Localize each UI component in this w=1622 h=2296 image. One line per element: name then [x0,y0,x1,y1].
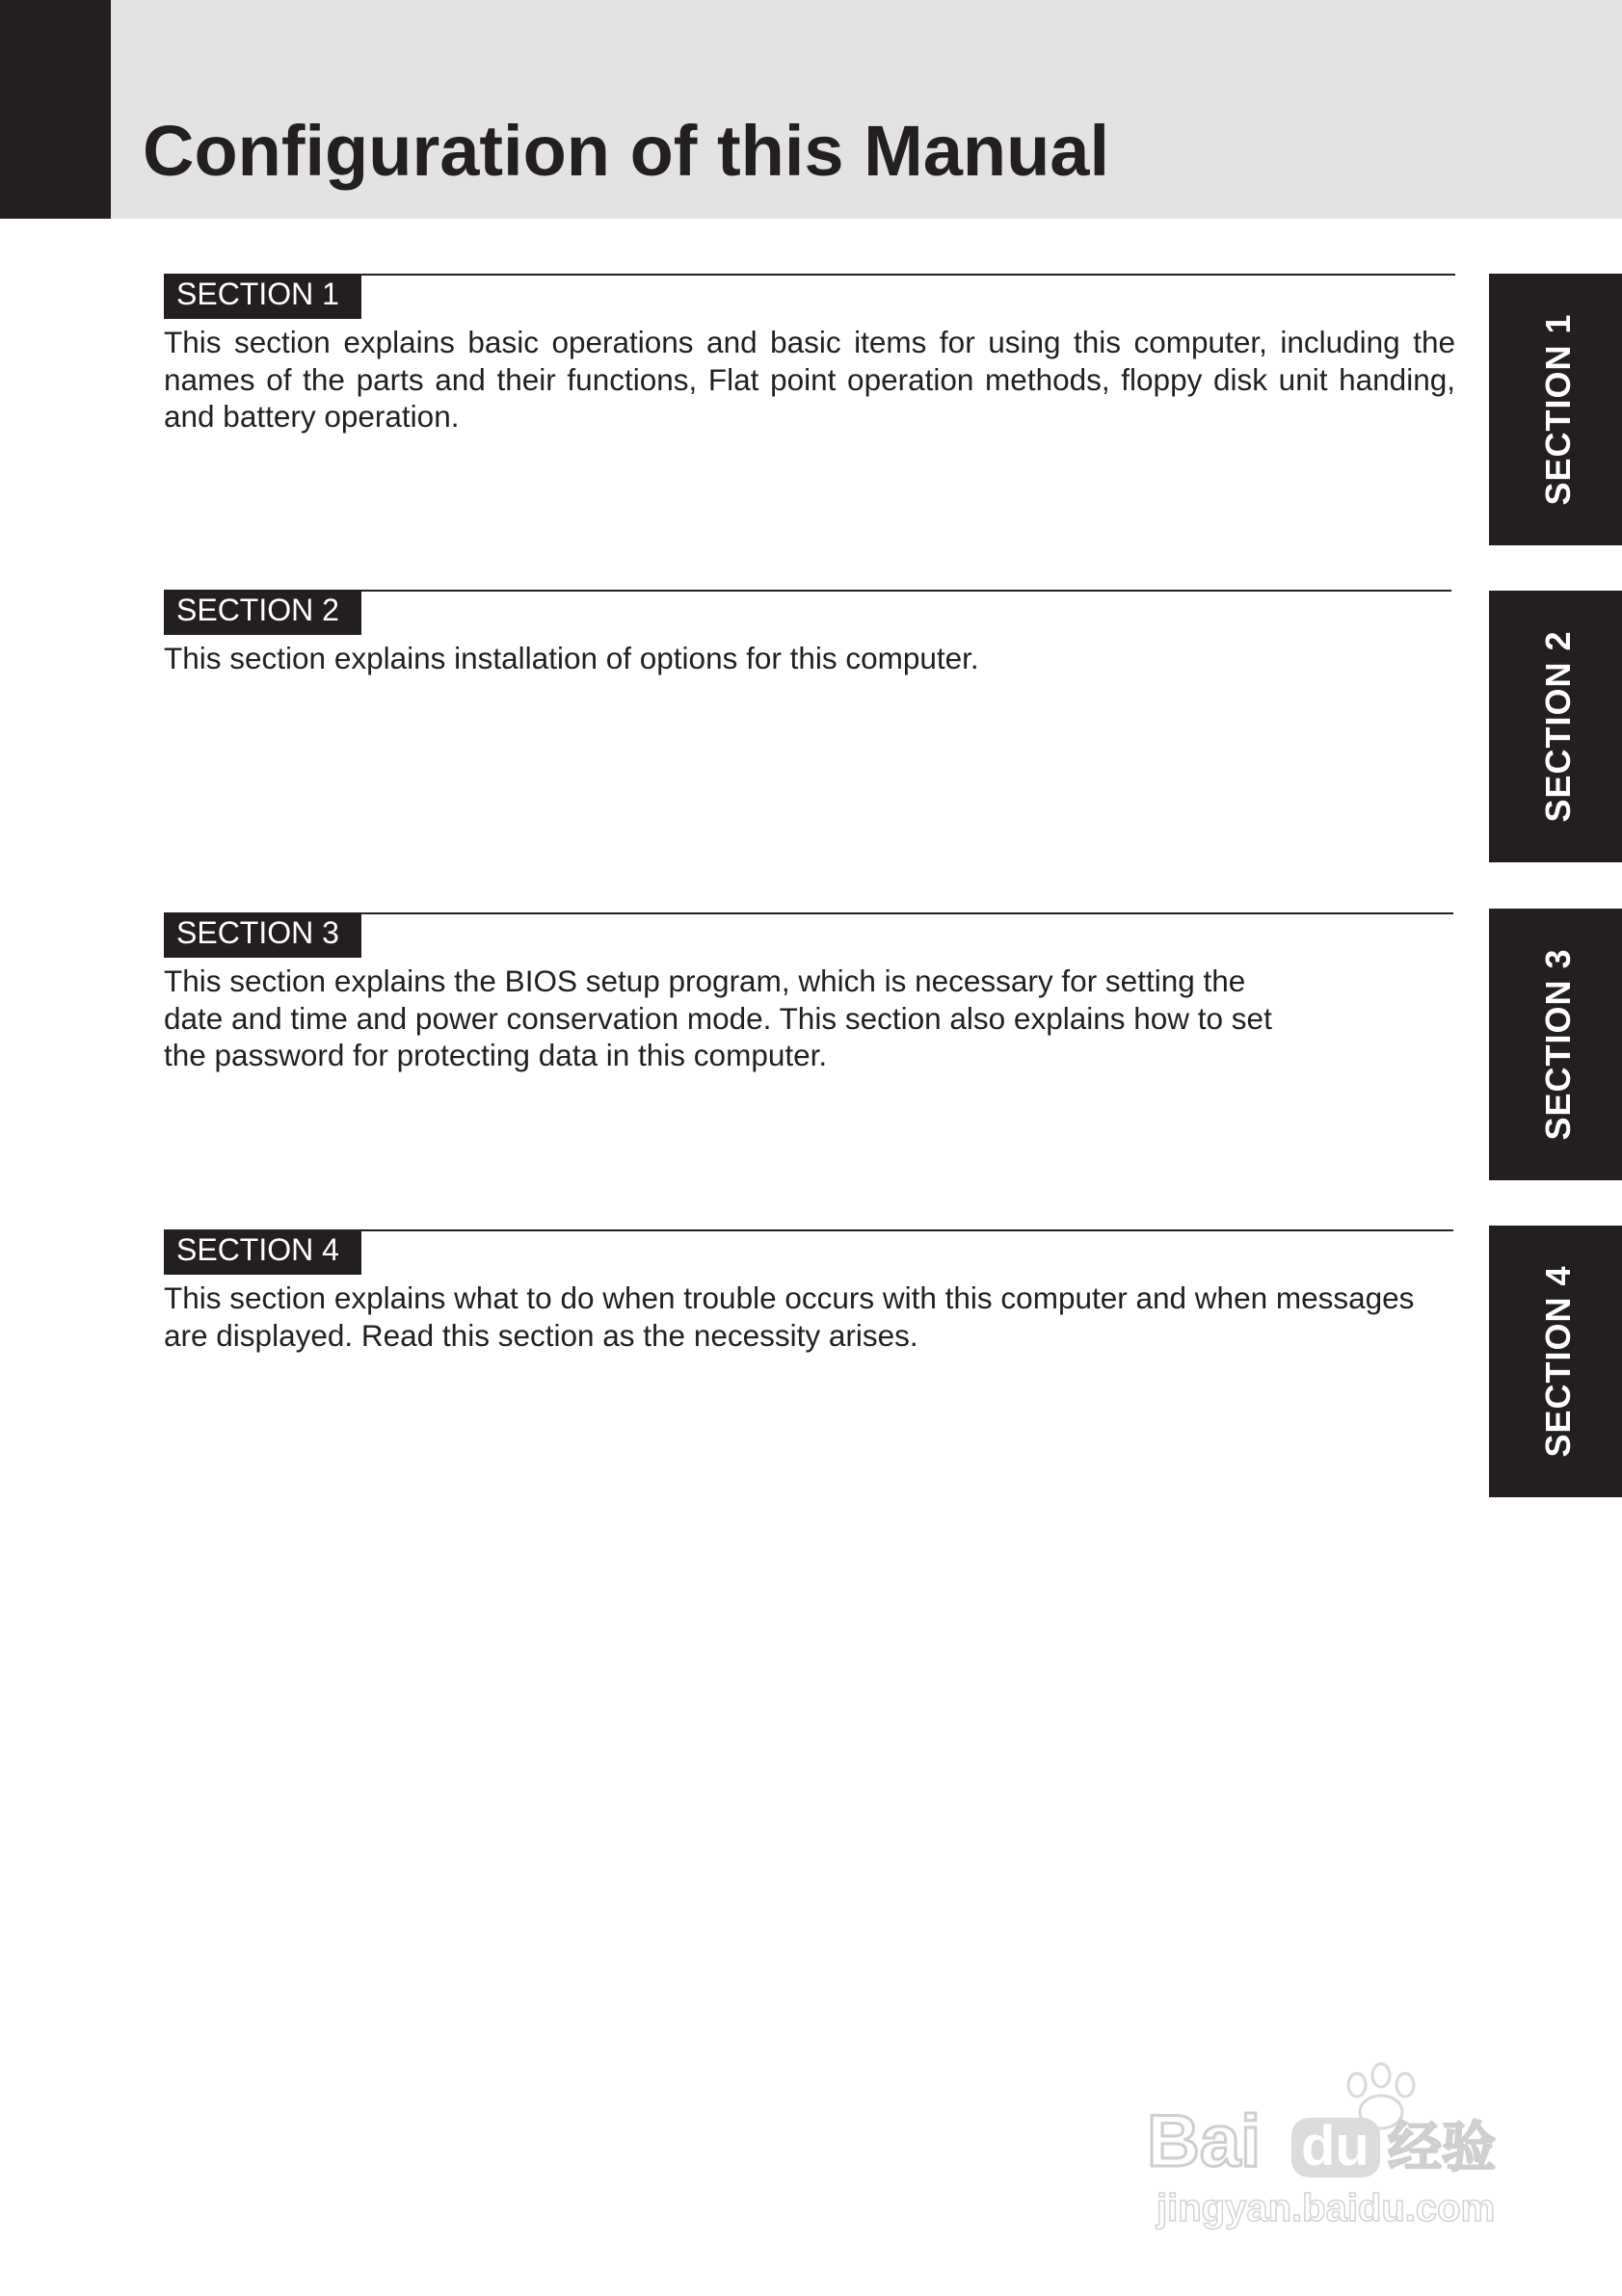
side-tab-label: SECTION 1 [1537,313,1578,506]
svg-text:jingyan.baidu.com: jingyan.baidu.com [1157,2187,1496,2230]
side-tab-label: SECTION 3 [1537,948,1578,1141]
baidu-watermark-logo [1147,2043,1532,2235]
side-tab-label: SECTION 2 [1537,630,1578,823]
page-title: Configuration of this Manual [143,111,1110,191]
section-description: This section explains installation of options for this computer. [164,641,979,675]
section-label: SECTION 3 [164,912,361,958]
section-label: SECTION 1 [164,274,361,319]
section-label: SECTION 4 [164,1229,361,1275]
svg-text:经验: 经验 [1388,2117,1496,2179]
section-label: SECTION 2 [164,590,361,635]
header-black-block [0,0,111,219]
section-description: This section explains basic operations and basic items for using this computer, including the names of the parts and their functions, Flat point operation methods, floppy disk unit handing, and battery operation. [164,325,1455,434]
side-tab-section-4[interactable] [1489,1226,1622,1497]
svg-text:Bai: Bai [1147,2100,1262,2182]
side-tab-section-2[interactable] [1489,591,1622,862]
side-tab-label: SECTION 4 [1537,1265,1578,1458]
side-tab-section-1[interactable] [1489,274,1622,545]
section-description: This section explains the BIOS setup program, which is necessary for setting the date and time and power conservation mode. This section also explains how to set the password for protecting data in this computer. [164,963,1272,1072]
svg-text:du: du [1301,2115,1369,2177]
section-description: This section explains what to do when trouble occurs with this computer and when messages are displayed. Read this section as the necessity arises. [164,1280,1415,1353]
side-tab-section-3[interactable] [1489,909,1622,1180]
